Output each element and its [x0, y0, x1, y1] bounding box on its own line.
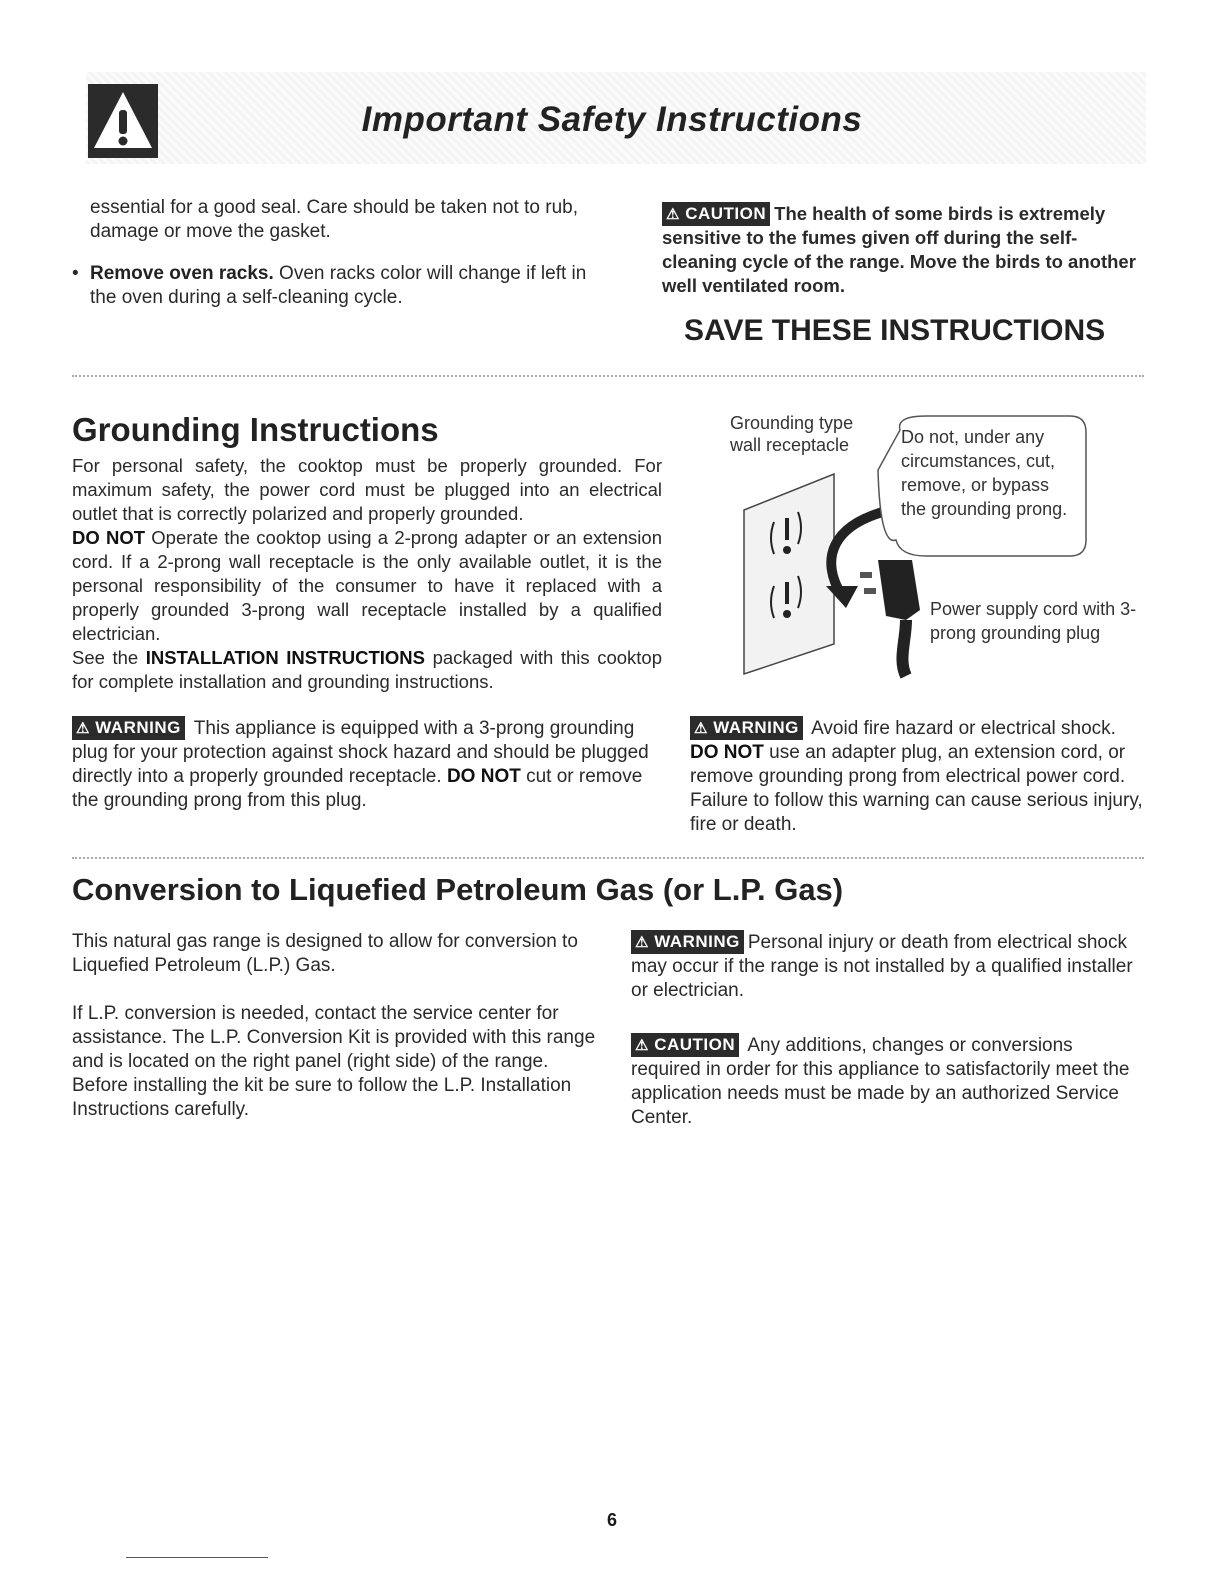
bullet-bold-lead: Remove oven racks.	[90, 263, 274, 284]
grounding-body	[72, 454, 662, 694]
caution-badge: ⚠ CAUTION	[662, 202, 770, 226]
grounding-p1: For personal safety, the cooktop must be properly grounded. For maximum safety, the power cord must be plugged into an electrical outlet that is correctly polarized and properly grounded.	[72, 455, 662, 524]
grounding-p3: See the INSTALLATION INSTRUCTIONS packaged with this cooktop for complete installation and grounding instructions.	[72, 647, 663, 692]
cord-label: Power supply cord with 3-prong grounding plug	[930, 599, 1137, 643]
arrow-icon	[831, 510, 890, 596]
conversion-caution: ⚠ CAUTION Any additions, changes or conversions required in order for this appliance to satisfactorily meet the application needs must be made by an authorized Service Center.	[631, 1035, 1130, 1128]
bullet-remove-racks	[72, 262, 590, 310]
conversion-p1: This natural gas range is designed to allow for conversion to Liquefied Petroleum (L.P.) Gas.	[72, 931, 578, 976]
grounding-heading: Grounding Instructions	[72, 411, 439, 448]
conversion-heading: Conversion to Liquefied Petroleum Gas (or L.P. Gas)	[72, 872, 844, 907]
warning-badge: ⚠ WARNING	[631, 930, 744, 954]
save-instructions-heading: SAVE THESE INSTRUCTIONS	[684, 314, 1106, 347]
grounding-p2: DO NOT Operate the cooktop using a 2-prong adapter or an extension cord. If a 2-prong wall receptacle is the only available outlet, it is the personal responsibility of the consumer to have it replaced with a properly grounded 3-prong wall receptacle installed by a qualified electrician.	[72, 527, 662, 644]
bubble-text: Do not, under any circumstances, cut, remove, or bypass the grounding prong.	[901, 427, 1068, 519]
bullet-text: Oven racks color will change if left in the oven during a self-cleaning cycle.	[90, 263, 587, 308]
warning-right: ⚠ WARNING Avoid fire hazard or electrical shock. DO NOT use an adapter plug, an extension cord, or remove grounding prong from electrical power cord. Failure to follow this warning can cause serious injury, fire or death.	[690, 718, 1143, 835]
warning-left: ⚠ WARNING This appliance is equipped with a 3-prong grounding plug for your protection against shock hazard and should be plugged directly into a properly grounded receptacle. DO NOT cut or remove the grounding prong from this plug.	[72, 718, 649, 811]
caution-badge: ⚠ CAUTION	[631, 1033, 739, 1057]
wall-receptacle	[744, 474, 834, 674]
page-title: Important Safety Instructions	[361, 100, 863, 139]
bullet-dot: •	[72, 263, 79, 284]
footer-line	[126, 1557, 268, 1558]
plug-icon	[860, 560, 920, 676]
gasket-paragraph: essential for a good seal. Care should be taken not to rub, damage or move the gasket.	[90, 197, 578, 242]
receptacle-label: Grounding type wall receptacle	[730, 413, 854, 455]
page-number: 6	[606, 1510, 617, 1530]
warning-badge: ⚠ WARNING	[72, 716, 185, 740]
divider	[72, 857, 1144, 859]
birds-caution	[662, 202, 1148, 298]
divider	[72, 375, 1144, 377]
conversion-warning: ⚠ WARNING Personal injury or death from electrical shock may occur if the range is not installed by a qualified installer or electrician.	[631, 932, 1133, 1001]
warning-badge: ⚠ WARNING	[690, 716, 803, 740]
birds-caution-text: The health of some birds is extremely sensitive to the fumes given off during the self-cleaning cycle of the range. Move the birds to another well ventilated room.	[662, 203, 1136, 296]
conversion-p2: If L.P. conversion is needed, contact the service center for assistance. The L.P. Conversion Kit is provided with this range and is located on the right panel (right side) of the range. Before installing the kit be sure to follow the L.P. Installation Instructions carefully.	[72, 1003, 596, 1120]
